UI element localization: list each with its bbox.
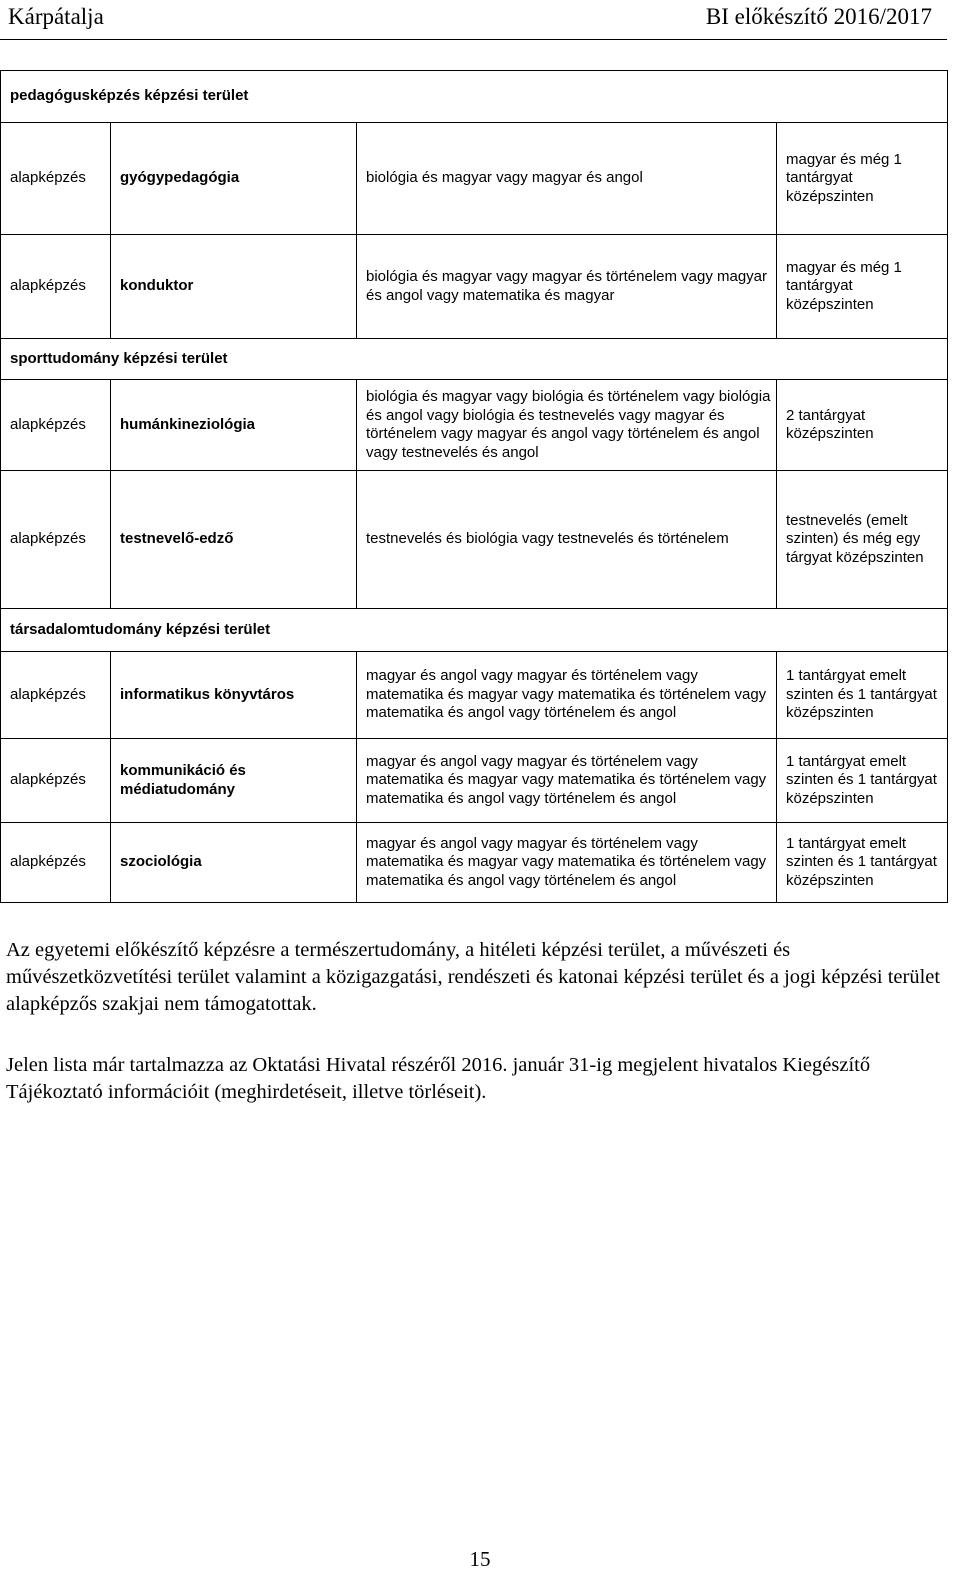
requirement-cell: 1 tantárgyat emelt szinten és 1 tantárgyat középszinten — [777, 823, 948, 903]
note-paragraph: Jelen lista már tartalmazza az Oktatási Hivatal részéről 2016. január 31-ig megjelent hivatalos Kiegészítő Tájékoztató információit (meghirdetéseit, illetve törléseit). — [6, 1054, 871, 1103]
program-cell: konduktor — [111, 235, 357, 339]
program-cell: gyógypedagógia — [111, 123, 357, 235]
level-cell: alapképzés — [1, 739, 111, 823]
requirement-cell: testnevelés (emelt szinten) és még egy tárgyat középszinten — [777, 471, 948, 609]
level-cell: alapképzés — [1, 235, 111, 339]
header-left: Kárpátalja — [8, 4, 104, 29]
section-area: társadalomtudomány képzési terület — [1, 609, 948, 652]
header-rule — [0, 39, 947, 40]
requirement-cell: 1 tantárgyat emelt szinten és 1 tantárgyat középszinten — [777, 739, 948, 823]
subjects-cell: biológia és magyar vagy magyar és angol — [357, 123, 777, 235]
requirement-cell: 1 tantárgyat emelt szinten és 1 tantárgyat középszinten — [777, 652, 948, 739]
section-area: pedagógusképzés képzési terület — [1, 71, 948, 123]
section-header-row — [1, 609, 948, 652]
page-number: 15 — [469, 1547, 491, 1571]
program-cell: informatikus könyvtáros — [111, 652, 357, 739]
table-row — [1, 652, 948, 739]
level-cell: alapképzés — [1, 471, 111, 609]
table-row — [1, 235, 948, 339]
level-cell: alapképzés — [1, 380, 111, 471]
level-cell: alapképzés — [1, 823, 111, 903]
table-row — [1, 823, 948, 903]
requirement-cell: magyar és még 1 tantárgyat középszinten — [777, 235, 948, 339]
program-cell: szociológia — [111, 823, 357, 903]
requirement-cell: 2 tantárgyat középszinten — [777, 380, 948, 471]
section-area: sporttudomány képzési terület — [1, 339, 948, 380]
level-cell: alapképzés — [1, 123, 111, 235]
level-cell: alapképzés — [1, 652, 111, 739]
page-header — [0, 0, 960, 40]
requirement-cell: magyar és még 1 tantárgyat középszinten — [777, 123, 948, 235]
subjects-cell: magyar és angol vagy magyar és történelem vagy matematika és magyar vagy matematika és történelem vagy matematika és angol vagy történelem és angol — [357, 652, 777, 739]
program-cell: kommunikáció és médiatudomány — [111, 739, 357, 823]
subjects-cell: biológia és magyar vagy biológia és történelem vagy biológia és angol vagy biológia és testnevelés vagy magyar és történelem vagy magyar és angol vagy történelem és angol vagy testnevelés és angol — [357, 380, 777, 471]
section-header-row — [1, 71, 948, 123]
table-row — [1, 123, 948, 235]
note-paragraph: Az egyetemi előkészítő képzésre a természertudomány, a hitéleti képzési terület, a művészeti és művészetközvetítési terület valamint a közigazgatási, rendészeti és katonai képzési terület és a jogi képzési terület alapképzős szakjai nem támogatottak. — [6, 939, 941, 1015]
table-row — [1, 471, 948, 609]
section-header-row — [1, 339, 948, 380]
subjects-cell: biológia és magyar vagy magyar és történelem vagy magyar és angol vagy matematika és magyar — [357, 235, 777, 339]
subjects-cell: magyar és angol vagy magyar és történelem vagy matematika és magyar vagy matematika és történelem vagy matematika és angol vagy történelem és angol — [357, 823, 777, 903]
subjects-cell: testnevelés és biológia vagy testnevelés és történelem — [357, 471, 777, 609]
program-cell: humánkineziológia — [111, 380, 357, 471]
header-right: BI előkészítő 2016/2017 — [705, 4, 932, 29]
program-table — [0, 70, 948, 903]
table-row — [1, 739, 948, 823]
table-row — [1, 380, 948, 471]
subjects-cell: magyar és angol vagy magyar és történelem vagy matematika és magyar vagy matematika és történelem vagy matematika és angol vagy történelem és angol — [357, 739, 777, 823]
program-cell: testnevelő-edző — [111, 471, 357, 609]
